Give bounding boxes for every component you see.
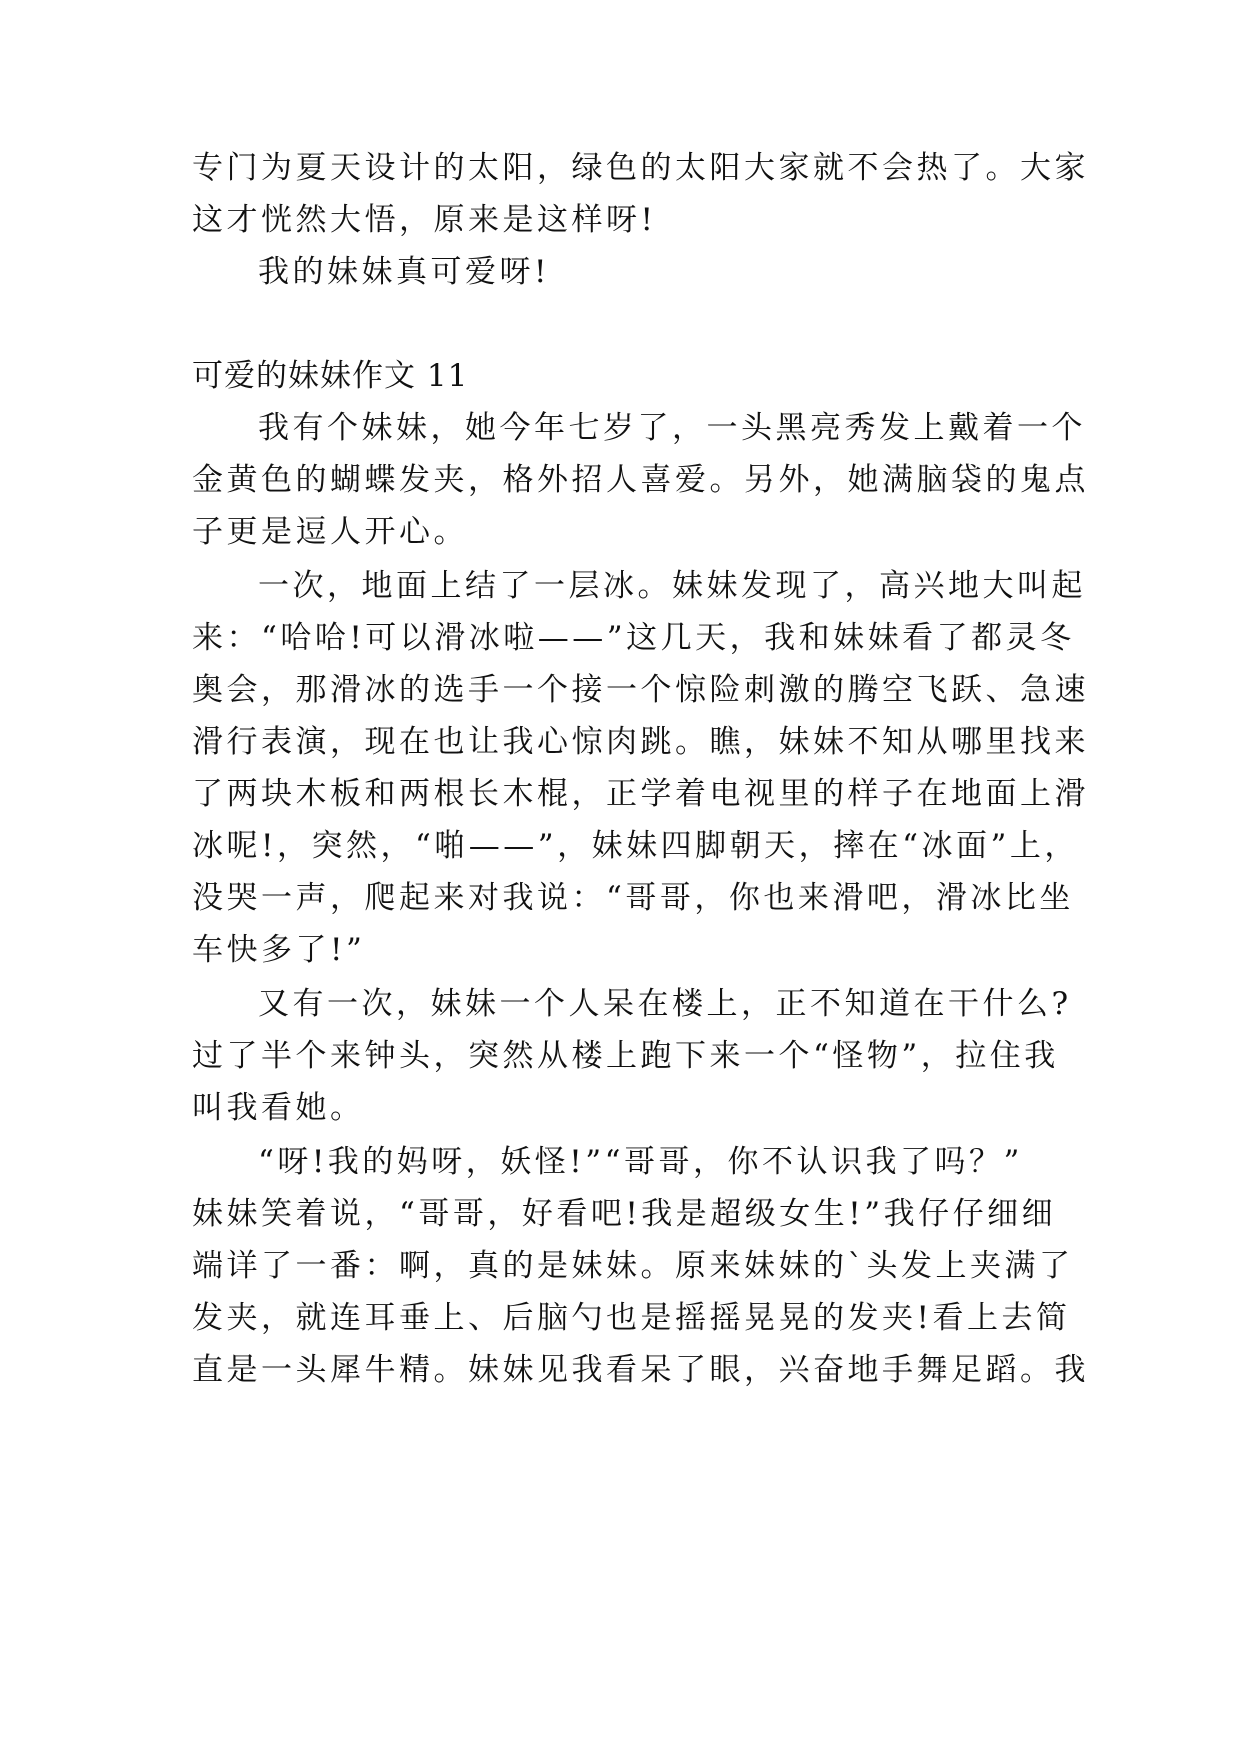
paragraph-line: 妹妹笑着说，“哥哥，好看吧!我是超级女生!”我仔仔细细 [192,1196,1057,1232]
paragraph-line: 冰呢!，突然，“啪——”，妹妹四脚朝天，摔在“冰面”上， [192,828,1079,864]
paragraph-line: 发夹，就连耳垂上、后脑勺也是摇摇晃晃的发夹!看上去简 [192,1300,1071,1336]
paragraph-line: 专门为夏天设计的太阳，绿色的太阳大家就不会热了。大家 [192,150,1089,186]
paragraph-line: 又有一次，妹妹一个人呆在楼上，正不知道在干什么? [258,986,1072,1022]
paragraph-line: 这才恍然大悟，原来是这样呀! [192,202,657,238]
paragraph-line: 金黄色的蝴蝶发夹，格外招人喜爱。另外，她满脑袋的鬼点 [192,462,1089,498]
essay-heading: 可爱的妹妹作文 11 [192,358,469,394]
paragraph-line: “呀!我的妈呀，妖怪!”“哥哥，你不认识我了吗？” [258,1144,1023,1180]
paragraph-line: 车快多了!” [192,932,366,968]
paragraph-line: 直是一头犀牛精。妹妹见我看呆了眼，兴奋地手舞足蹈。我 [192,1352,1089,1388]
paragraph-line: 了两块木板和两根长木棍，正学着电视里的样子在地面上滑 [192,776,1089,812]
paragraph-line: 来：“哈哈!可以滑冰啦——”这几天，我和妹妹看了都灵冬 [192,620,1075,656]
paragraph-line: 端详了一番：啊，真的是妹妹。原来妹妹的`头发上夹满了 [192,1248,1074,1284]
paragraph-line: 奥会，那滑冰的选手一个接一个惊险刺激的腾空飞跃、急速 [192,672,1089,708]
paragraph-line: 我有个妹妹，她今年七岁了，一头黑亮秀发上戴着一个 [258,410,1086,446]
paragraph-line: 没哭一声，爬起来对我说：“哥哥，你也来滑吧，滑冰比坐 [192,880,1074,916]
paragraph-line: 过了半个来钟头，突然从楼上跑下来一个“怪物”，拉住我 [192,1038,1059,1074]
paragraph-line: 叫我看她。 [192,1090,365,1126]
paragraph-line: 滑行表演，现在也让我心惊肉跳。瞧，妹妹不知从哪里找来 [192,724,1089,760]
paragraph-line: 我的妹妹真可爱呀! [258,254,550,290]
paragraph-line: 子更是逗人开心。 [192,514,468,550]
paragraph-line: 一次，地面上结了一层冰。妹妹发现了，高兴地大叫起 [258,568,1086,604]
